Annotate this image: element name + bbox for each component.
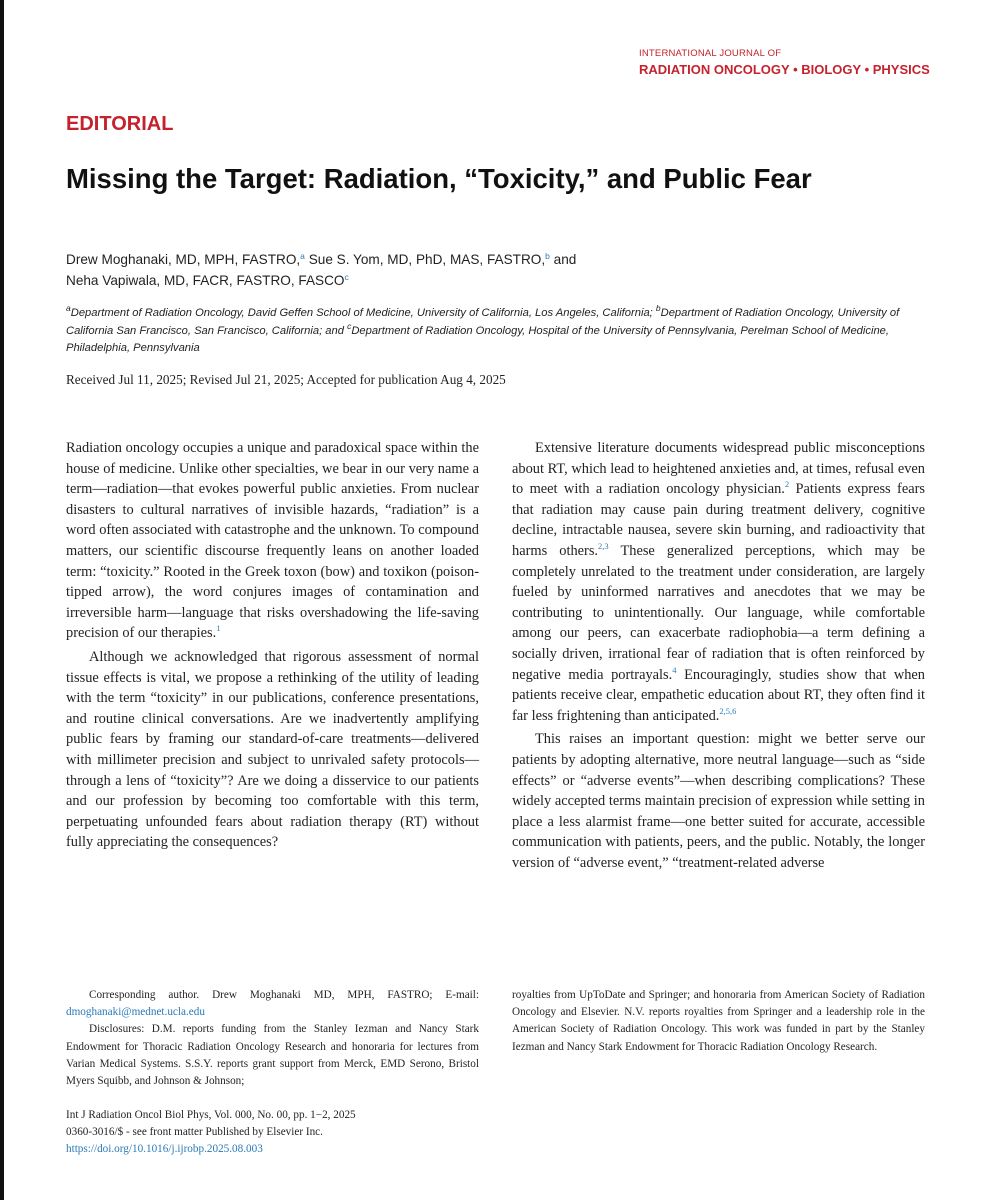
author-name[interactable]: Neha Vapiwala, MD, FACR, FASTRO, FASCO [66,273,345,288]
paragraph: Radiation oncology occupies a unique and paradoxical space within the house of medicine. Unlike other specialties, we bear in our very name a term—radiation—that evokes powerful public anxieties. From nuclear disasters to cultural narratives of invisible hazards, “radiation” is a word often associated with catastrophe and the unknown. To compound matters, our scientific discourse frequently leans on another loaded term: “toxicity.” Rooted in the Greek toxon (bow) and toxikon (poison-tipped arrow), the word conjures images of contamination and irreversible harm—language that risks overshadowing the life-saving precision of our therapies.$^1$ [66,440,479,642]
affiliation-marker: a [66,303,71,313]
reference-link[interactable]: 1 [216,623,221,634]
journal-citation: Int J Radiation Oncol Biol Phys, Vol. 000, No. 00, pp. 1−2, 2025 [66,1109,356,1121]
author-list: Drew Moghanaki, MD, MPH, FASTRO,$^a$ Sue S. Yom, MD, PhD, MAS, FASTRO,$^b$ and Neha Vapiwala, MD, FACR, FASTRO, FASCO$^c$ [66,251,577,288]
section-label: EDITORIAL [66,113,174,135]
affiliation-text: Department of Radiation Oncology, University of California San Francisco, San Francisco, California; and [66,307,900,337]
affiliation-text: Department of Radiation Oncology, Hospital of the University of Pennsylvania, Perelman School of Medicine, Philadelphia, Pennsylvania [66,324,889,355]
journal-name-top: INTERNATIONAL JOURNAL OF [639,48,782,59]
publication-dates: Received Jul 11, 2025; Revised Jul 21, 2025; Accepted for publication Aug 4, 2025 [66,372,506,387]
page-edge [0,0,4,1200]
corresponding-author: Corresponding author. Drew Moghanaki MD, MPH, FASTRO; E-mail: dmoghanaki@mednet.ucla.edu [66,989,479,1019]
paragraph: This raises an important question: might we better serve our patients by adopting alternative, more neutral language—such as “side effects” or “adverse events”—when describing complications? These widely accepted terms maintain precision of expression while setting in place a less alarmist frame—one better suited for accurate, accessible communication with patients, peers, and the public. Notably, the longer version of “adverse event,” “treatment-related adverse [512,731,925,871]
body-column-left [66,438,479,856]
doi-link[interactable]: https://doi.org/10.1016/j.ijrobp.2025.08.003 [66,1143,263,1155]
article-title: Missing the Target: Radiation, “Toxicity,” and Public Fear [66,163,812,194]
citation-block [66,1107,486,1158]
affiliation-marker[interactable]: a [300,251,305,261]
issn-line: 0360-3016/$ - see front matter Published by Elsevier Inc. [66,1126,323,1138]
affiliation-marker[interactable]: b [545,251,550,261]
reference-link[interactable]: 2,3 [598,540,609,551]
affiliation-marker: c [347,320,352,331]
author-name[interactable]: Sue S. Yom, MD, PhD, MAS, FASTRO, [308,252,546,267]
reference-link[interactable]: 2 [784,479,790,490]
disclosures-continued: royalties from UpToDate and Springer; and honoraria from American Society of Radiation Oncology and Elsevier. N.V. reports royalties from Springer and a leadership role in the American Society of Radiation Oncology. This work was funded in part by the Stanley Iezman and Nancy Stark Endowment for Thoracic Radiation Oncology Research. [512,989,925,1053]
affiliations [66,305,946,358]
affiliation-marker[interactable]: c [344,272,349,282]
journal-name: RADIATION ONCOLOGY • BIOLOGY • PHYSICS [639,62,930,77]
disclosures: Disclosures: D.M. reports funding from the Stanley Iezman and Nancy Stark Endowment for Thoracic Radiation Oncology Research and honoraria for lectures from Varian Medical Systems. S.S.Y. reports grant support from Merck, EMD Serono, Bristol Myers Squibb, and Johnson & Johnson; [66,1023,479,1088]
email-link[interactable]: dmoghanaki@mednet.ucla.edu [66,1006,205,1019]
affiliation-marker: b [655,303,661,313]
body-column-right [512,438,925,876]
paragraph: Although we acknowledged that rigorous assessment of normal tissue effects is vital, we propose a rethinking of the utility of leading with the term “toxicity” in our publications, conference presentations, and routine clinical conversations. Are we inadvertently amplifying public fears by framing our standard-of-care treatments—delivered with millimeter precision and subject to unrivaled safety protocols—through a lens of “toxicity”? Are we doing a disservice to our patients and our profession by becoming too comfortable with this term, perpetuating unfounded fears about radiation therapy (RT) without fully appreciating the consequences? [66,648,479,851]
paragraph: Extensive literature documents widespread public misconceptions about RT, which lead to heightened anxieties and, at times, refusal even to meet with a radiation oncology physician.$^2$ Patients express fears that radiation may cause pain during treatment delivery, cognitive decline, intractable nausea, severe skin burning, and radioactivity that harms others.$^{2,3}$ These generalized perceptions, which may be completely unrelated to the treatment under consideration, are largely fueled by uninformed narratives and anecdotes that we may be contributing to unintentionally. Our language, while comfortable among our peers, can exacerbate radiophobia—a term defining a socially driven, irrational fear of radiation that is often reinforced by negative media portrayals.$^4$ Encouragingly, studies show that when patients receive clear, empathetic education about RT, they often find it far less frightening than anticipated.$^{2,5,6}$ [512,440,925,724]
reference-link[interactable]: 2,5,6 [719,705,737,716]
author-name[interactable]: Drew Moghanaki, MD, MPH, FASTRO, [66,252,301,267]
affiliation-text: Department of Radiation Oncology, David Geffen School of Medicine, University of California, Los Angeles, California; [70,307,656,319]
reference-link[interactable]: 4 [672,664,677,675]
footnote-left [66,987,479,1090]
footnote-right [512,987,925,1056]
